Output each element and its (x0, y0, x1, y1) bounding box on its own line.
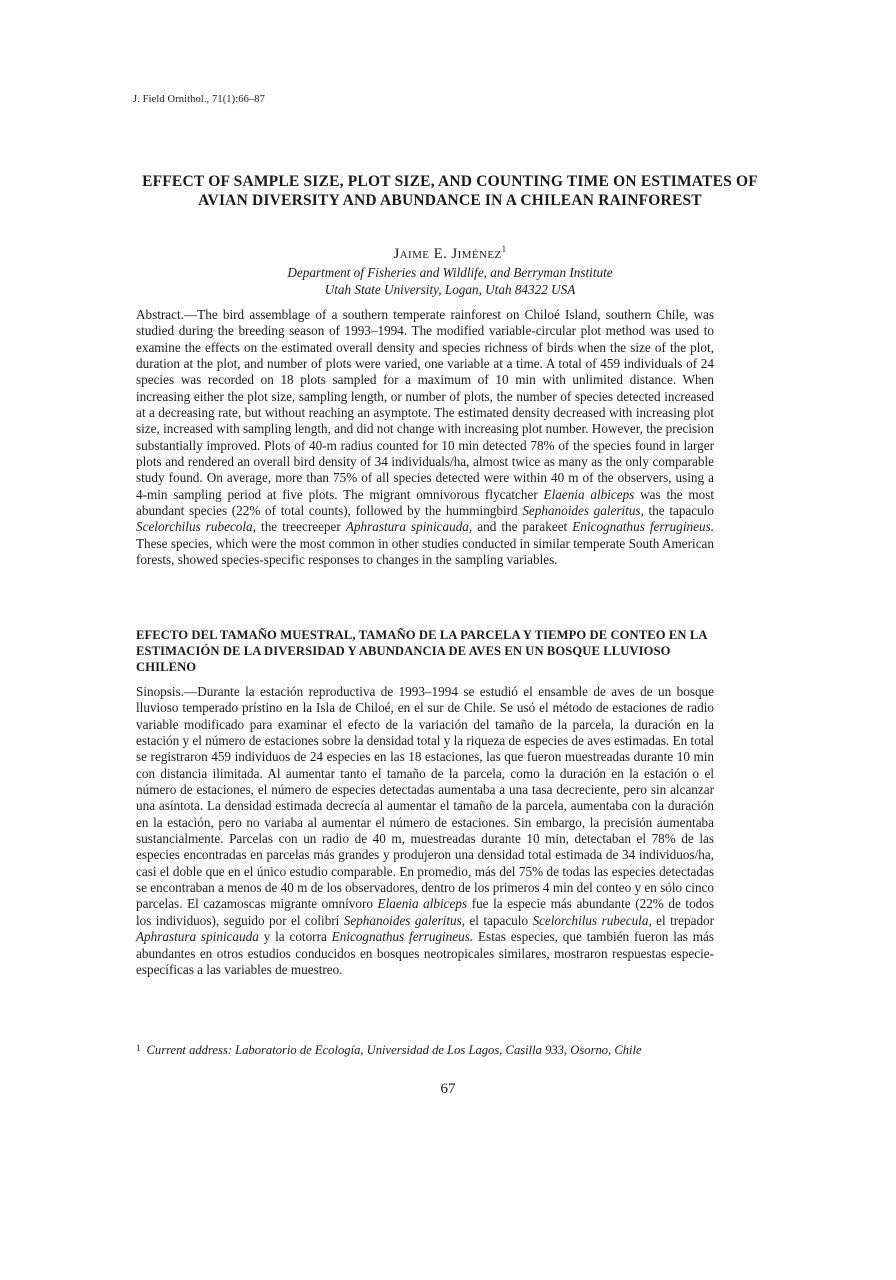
author-line (130, 244, 770, 263)
spanish-title: EFECTO DEL TAMAÑO MUESTRAL, TAMAÑO DE LA PARCELA Y TIEMPO DE CONTEO EN LA ESTIMACIÓN DE LA DIVERSIDAD Y ABUNDANCIA DE AVES EN UN BOSQUE LLUVIOSO CHILENO (136, 628, 707, 674)
abstract-label: Abstract.— (136, 307, 198, 322)
sinopsis-paragraph (136, 684, 714, 978)
article-title: EFFECT OF SAMPLE SIZE, PLOT SIZE, AND COUNTING TIME ON ESTIMATES OF AVIAN DIVERSITY AND ABUNDANCE IN A CHILEAN RAINFOREST (142, 173, 758, 209)
abstract-text-4: the treecreeper (255, 519, 346, 535)
abstract-species-2: Sephanoides galeritus, (522, 503, 644, 519)
abstract-paragraph (136, 307, 714, 569)
abstract-species-3: Scelorchilus rubecola, (136, 519, 256, 535)
abstract-text-5: and the parakeet (472, 519, 573, 535)
abstract-species-1: Elaenia albiceps (543, 486, 635, 502)
sinopsis-text-1: Durante la estación reproductiva de 1993–1994 se estudió el ensamble de aves de un bosque lluvioso temperado prístino en la Isla de Chiloé, en el sur de Chile. Se usó el método de estaciones de radio variable modificado para examinar el efecto de la variación del tamaño de la parcela, la duración en la estación y el número de estaciones sobre la densidad total y la riqueza de especies de aves estimadas. En total se registraron 459 individuos de 24 especies en las 18 estaciones, las que fueron muestreadas durante 10 min con distancia ilimitada. Al aumentar tanto el tamaño de la parcela, como la duración en la estación o el número de estaciones, el número de especies detectadas aumentaba a una tasa decreciente, pero sin alcanzar una asíntota. La densidad estimada decrecía al aumentar el tamaño de la parcela, aumentaba con la duración en la estación, pero no variaba al aumentar el número de estaciones. Sin embargo, la precisión aumentaba sustancialmente. Parcelas con un radio de 40 m, muestreadas durante 10 min, detectaban el 78% de las especies encontradas en parcelas más grandes y produjeron una densidad total estimada de 34 individuos/ha, casi el doble que en el único estudio comparable. En promedio, más del 75% de todas las especies detectadas se encontraban a menos de 40 m de los observadores, dentro de los primeros 4 min del conteo y en sólo cinco parcelas. El cazamoscas migrante omnívoro (136, 684, 714, 912)
sinopsis-text-3: el tapaculo (465, 912, 533, 928)
footnote-mark: 1 (136, 1043, 141, 1053)
sinopsis-species-3: Scelorchilus rubecula, (532, 912, 652, 928)
abstract-text-2: was the most abundant species (22% of total counts), followed by the hummingbird (136, 486, 715, 519)
abstract-text-1: The bird assemblage of a southern temperate rainforest on Chiloé Island, southern Chile, was studied during the breeding season of 1993–1994. The modified variable-circular plot method was used to examine the effects on the estimated overall density and species richness of birds when the size of the plot, duration at the plot, and number of plots were varied, one variable at a time. A total of 459 individuals of 24 species was recorded on 18 plots sampled for a maximum of 10 min with unlimited distance. When increasing either the plot size, sampling length, or number of plots, the number of species detected increased at a decreasing rate, but without reaching an asymptote. The estimated density decreased with increasing plot size, increased with sampling length, and did not change with increasing plot number. However, the precision substantially improved. Plots of 40-m radius counted for 10 min detected 78% of the species found in larger plots and rendered an overall bird density of 34 individuals/ha, almost twice as many as the only comparable study found. On average, more than 75% of all species detected were within 40 m of the observers, using a 4-min sampling period at five plots. The migrant omnivorous flycatcher (136, 307, 714, 502)
affiliation-line-1: Department of Fisheries and Wildlife, and Berryman Institute (287, 265, 613, 280)
sinopsis-text-2: fue la especie más abundante (22% de todos los individuos), seguido por el colibrí (136, 896, 714, 928)
footnote (136, 1043, 716, 1058)
author-name: Jaime E. Jiménez (393, 246, 502, 262)
page-number: 67 (440, 1081, 456, 1097)
abstract-species-4: Aphrastura spinicauda, (345, 519, 473, 535)
sinopsis-species-4: Aphrastura spinicauda (136, 929, 259, 945)
sinopsis-text-5: y la cotorra (258, 929, 332, 945)
abstract-text-3: the tapaculo (643, 503, 714, 519)
sinopsis-species-5: Enicognathus ferrugineus. (331, 929, 474, 945)
footnote-text: Current address: Laboratorio de Ecología, Universidad de Los Lagos, Casilla 933, Osorno, Chile (146, 1043, 642, 1057)
affiliation (130, 265, 770, 298)
running-head: J. Field Ornithol., 71(1):66–87 (133, 94, 266, 105)
sinopsis-species-1: Elaenia albiceps (377, 896, 468, 912)
sinopsis-text-4: el trepador (651, 912, 715, 928)
author-footnote-mark: 1 (501, 244, 507, 254)
sinopsis-text-6: Estas especies, que también fueron las más abundantes en otros estudios conducidos en bosques neotropicales similares, mostraron respuestas especie-específicas a las variables de muestreo. (136, 929, 714, 977)
abstract-text-6: These species, which were the most common in other studies conducted in similar temperate South American forests, showed species-specific responses to changes in the sampling variables. (136, 535, 714, 568)
sinopsis-label: Sinopsis.— (136, 684, 198, 699)
abstract-species-5: Enicognathus ferrugineus. (572, 519, 714, 535)
sinopsis-species-2: Sephanoides galeritus, (343, 912, 466, 928)
affiliation-line-2: Utah State University, Logan, Utah 84322 USA (324, 281, 576, 297)
